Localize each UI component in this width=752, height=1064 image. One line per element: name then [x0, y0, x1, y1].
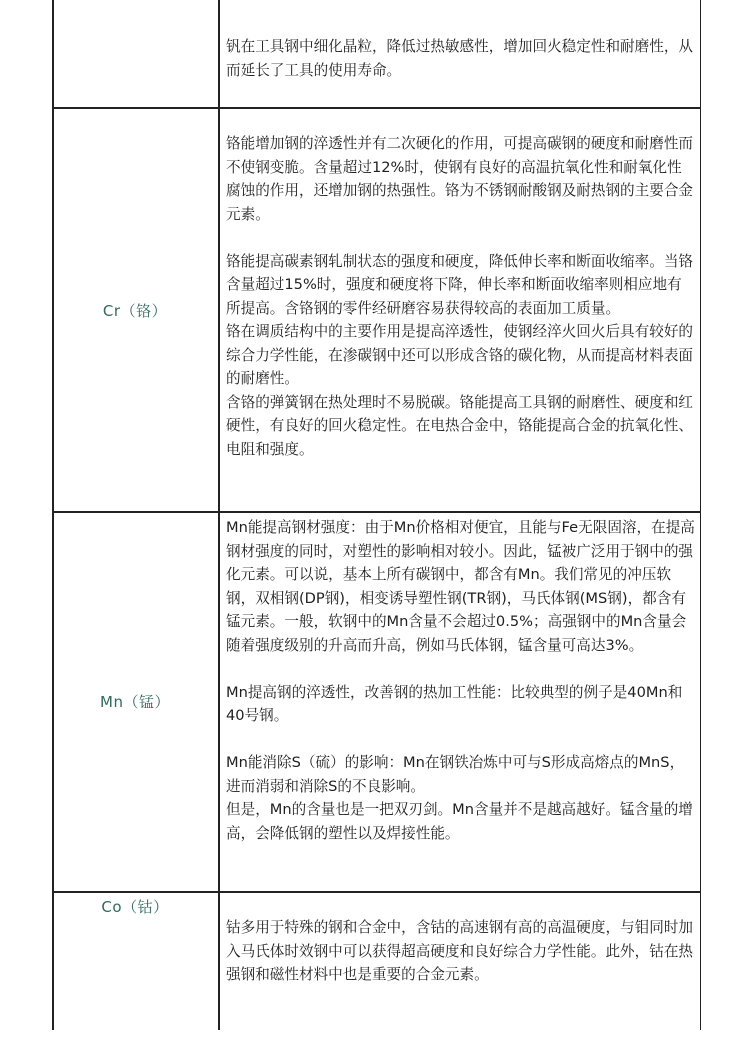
table-row — [226, 916, 696, 987]
alloy-elements-table — [52, 0, 701, 1030]
element-description: 铬能增加钢的淬透性并有二次硬化的作用，可提高碳钢的硬度和耐磨性而不使钢变脆。含量超过12%时，使钢有良好的高温抗氧化性和耐氧化性腐蚀的作用，还增加钢的热强性。铬为不锈钢耐酸钢及耐热钢的主要合金元素。 — [226, 135, 694, 223]
element-description: 钴多用于特殊的钢和合金中，含钴的高速钢有高的高温硬度，与钼同时加入马氏体时效钢中可以获得超高硬度和良好综合力学性能。此外，钴在热强钢和磁性材料中也是重要的合金元素。 — [226, 919, 694, 983]
row-divider — [52, 107, 701, 109]
table-row — [226, 132, 696, 461]
element-description: 含铬的弹簧钢在热处理时不易脱碳。铬能提高工具钢的耐磨性、硬度和红硬性，有良好的回火稳定性。在电热合金中，铬能提高合金的抗氧化性、电阻和强度。 — [226, 393, 694, 458]
element-description: 铬在调质结构中的主要作用是提高淬透性，使钢经淬火回火后具有较好的综合力学性能，在渗碳钢中还可以形成含铬的碳化物，从而提高材料表面的耐磨性。 — [226, 323, 694, 387]
element-description: Mn能提高钢材强度：由于Mn价格相对便宜，且能与Fe无限固溶，在提高钢材强度的同时，对塑性的影响相对较小。因此，锰被广泛用于钢中的强化元素。可以说，基本上所有碳钢中，都含有Mn。我们常见的冲压软钢，双相钢(DP钢)，相变诱导塑性钢(TR钢)，马氏体钢(MS钢)，都含有锰元素。一般，软钢中的Mn含量不会超过0.5%；高强钢中的Mn含量会随着强度级别的升高而升高，例如马氏体钢，锰含量可高达3%。 — [226, 519, 695, 654]
element-description: 但是，Mn的含量也是一把双刃剑。Mn含量并不是越高越好。锰含量的增高，会降低钢的塑性以及焊接性能。 — [226, 801, 693, 842]
element-description: Mn提高钢的淬透性，改善钢的热加工性能：比较典型的例子是40Mn和40号钢。 — [226, 683, 683, 724]
element-label-mn: Mn（锰） — [100, 693, 170, 711]
element-description: 钒在工具钢中细化晶粒，降低过热敏感性，增加回火稳定性和耐磨性，从而延长了工具的使用寿命。 — [226, 38, 694, 79]
table-row — [226, 35, 696, 82]
table-right-border — [700, 0, 702, 1030]
element-description: Mn能消除S（硫）的影响：Mn在钢铁冶炼中可与S形成高熔点的MnS，进而消弱和消除S的不良影响。 — [226, 754, 685, 795]
element-label-co: Co（钴） — [101, 898, 169, 916]
element-description: 铬能提高碳素钢轧制状态的强度和硬度，降低伸长率和断面收缩率。当铬含量超过15%时，强度和硬度将下降，伸长率和断面收缩率则相应地有所提高。含铬钢的零件经研磨容易获得较高的表面加工质量。 — [226, 252, 694, 317]
table-column-divider — [218, 0, 220, 1030]
table-left-border — [52, 0, 54, 1030]
row-divider — [52, 891, 701, 893]
row-divider — [52, 511, 701, 513]
element-label-cr: Cr（铬） — [102, 302, 168, 320]
table-row — [226, 516, 696, 845]
